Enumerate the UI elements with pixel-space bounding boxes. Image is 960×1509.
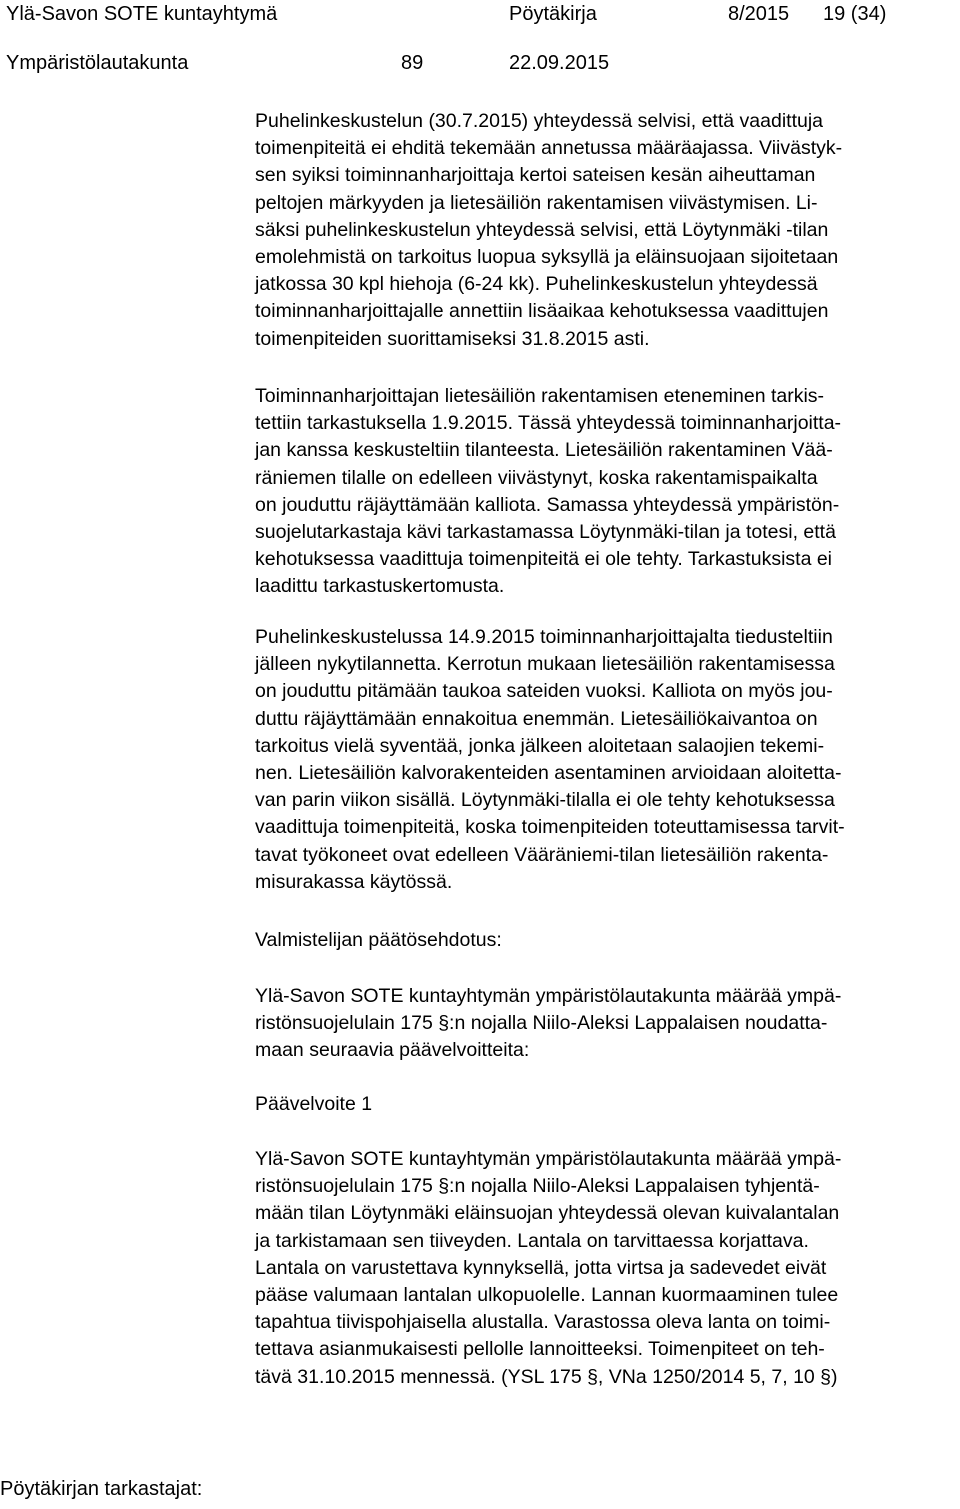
text-line: kehotuksessa vaadittuja toimenpiteitä ei ole tehty. Tarkastuksista ei (255, 548, 833, 571)
text-line: säksi puhelinkeskustelun yhteydessä selvisi, että Löytynmäki -tilan (255, 218, 829, 241)
paragraph-main-obligation-1 (255, 1146, 955, 1391)
text-line: Ylä-Savon SOTE kuntayhtymän ympäristölautakunta määrää ympä- (255, 1148, 842, 1170)
text-line: Ylä-Savon SOTE kuntayhtymän ympäristölautakunta määrää ympä- (255, 985, 842, 1007)
paragraph-phone-call-14-9 (255, 624, 955, 896)
text-line: ja tarkistamaan sen tiiveyden. Lantala on tarvittaessa korjattava. (255, 1229, 809, 1252)
text-line: Toiminnanharjoittajan lietesäiliön rakentamisen eteneminen tarkis- (255, 385, 825, 407)
text-line: emolehmistä on tarkoitus luopua syksyllä ja eläinsuojaan sijoitetaan (255, 246, 839, 269)
page-number: 19 (34) (823, 3, 887, 25)
committee-name: Ympäristölautakunta (6, 52, 189, 74)
paragraph-inspection-1-9 (255, 383, 955, 601)
text-line: räniemen tilalle on edelleen viivästynyt, koska rakentamispaikalta (255, 466, 818, 489)
text-line: tarkoitus vielä syventää, jonka jälkeen aloitetaan salaojien tekemi- (255, 734, 825, 757)
paragraph-phone-call-30-7 (255, 108, 955, 353)
text-line: jatkossa 30 kpl hiehoja (6-24 kk). Puhelinkeskustelun yhteydessä (255, 273, 818, 296)
section-number: 89 (401, 52, 424, 74)
document-type: Pöytäkirja (509, 3, 597, 25)
text-line: Lantala on varustettava kynnyksellä, jotta virtsa ja sadevedet eivät (255, 1256, 827, 1279)
text-line: suojelutarkastaja kävi tarkastamassa Löytynmäki-tilan ja totesi, että (255, 521, 836, 544)
page-header-row-2 (0, 51, 960, 75)
main-obligation-heading (255, 1091, 955, 1118)
text-line: toiminnanharjoittajalle annettiin lisäaikaa kehotuksessa vaadittujen (255, 300, 829, 323)
text-line: van parin viikon sisällä. Löytynmäki-tilalla ei ole tehty kehotuksessa (255, 789, 835, 812)
organization-name: Ylä-Savon SOTE kuntayhtymä (6, 3, 278, 25)
text-line: peltojen märkyyden ja lietesäiliön rakentamisen viivästymisen. Li- (255, 191, 818, 214)
text-line: maan seuraavia päävelvoitteita: (255, 1039, 530, 1062)
text-line: ristönsuojelulain 175 §:n nojalla Niilo-Aleksi Lappalaisen noudatta- (255, 1012, 828, 1035)
text-line: tettiin tarkastuksella 1.9.2015. Tässä yhteydessä toiminnanharjoitta- (255, 412, 842, 435)
text-line: on jouduttu räjäyttämään kalliota. Samassa yhteydessä ympäristön- (255, 493, 840, 516)
page-header-row-1 (0, 2, 960, 26)
paragraph-proposal-intro (255, 983, 955, 1065)
text-line: tävä 31.10.2015 mennessä. (YSL 175 §, VNa 1250/2014 5, 7, 10 §) (255, 1365, 838, 1388)
meeting-date: 22.09.2015 (509, 52, 610, 74)
proposal-heading (255, 927, 955, 954)
text-line: tapahtua tiivispohjaisella alustalla. Varastossa oleva lanta on toimi- (255, 1311, 831, 1334)
text-line: nen. Lietesäiliön kalvorakenteiden asentaminen arvioidaan aloitetta- (255, 762, 842, 785)
text-line: Päävelvoite 1 (255, 1093, 373, 1115)
text-line: tavat työkoneet ovat edelleen Vääräniemi-tilan lietesäiliön rakenta- (255, 843, 829, 866)
minutes-reviewers-label: Pöytäkirjan tarkastajat: (0, 1478, 203, 1500)
text-line: pääse valumaan lantalan ulkopuolelle. Lannan kuormaaminen tulee (255, 1284, 839, 1307)
text-line: toimenpiteitä ei ehditä tekemään annetussa määräajassa. Viivästyk- (255, 137, 843, 160)
text-line: mään tilan Löytynmäki eläinsuojan yhteydessä olevan kuivalantalan (255, 1202, 840, 1225)
text-line: laadittu tarkastuskertomusta. (255, 575, 505, 598)
text-line: vaadittuja toimenpiteitä, koska toimenpiteiden toteuttamisessa tarvit- (255, 816, 845, 839)
text-line: Valmistelijan päätösehdotus: (255, 929, 502, 951)
text-line: tettava asianmukaisesti pellolle lannoitteeksi. Toimenpiteet on teh- (255, 1338, 825, 1361)
text-line: Puhelinkeskustelun (30.7.2015) yhteydessä selvisi, että vaadittuja (255, 110, 824, 132)
text-line: duttu räjäyttämään ennakoitua enemmän. Lietesäiliökaivantoa on (255, 707, 818, 730)
text-line: Puhelinkeskustelussa 14.9.2015 toiminnanharjoittajalta tiedusteltiin (255, 626, 833, 648)
document-number: 8/2015 (728, 3, 790, 25)
text-line: jälleen nykytilannetta. Kerrotun mukaan lietesäiliön rakentamisessa (255, 653, 835, 676)
text-line: misurakassa käytössä. (255, 870, 453, 893)
text-line: sen syiksi toiminnanharjoittaja kertoi sateisen kesän aiheuttaman (255, 164, 816, 187)
text-line: jan kanssa keskusteltiin tilanteesta. Lietesäiliön rakentaminen Vää- (255, 439, 833, 462)
text-line: on jouduttu pitämään taukoa sateiden vuoksi. Kalliota on myös jou- (255, 680, 833, 703)
text-line: toimenpiteiden suorittamiseksi 31.8.2015 asti. (255, 327, 650, 350)
text-line: ristönsuojelulain 175 §:n nojalla Niilo-Aleksi Lappalaisen tyhjentä- (255, 1175, 820, 1198)
